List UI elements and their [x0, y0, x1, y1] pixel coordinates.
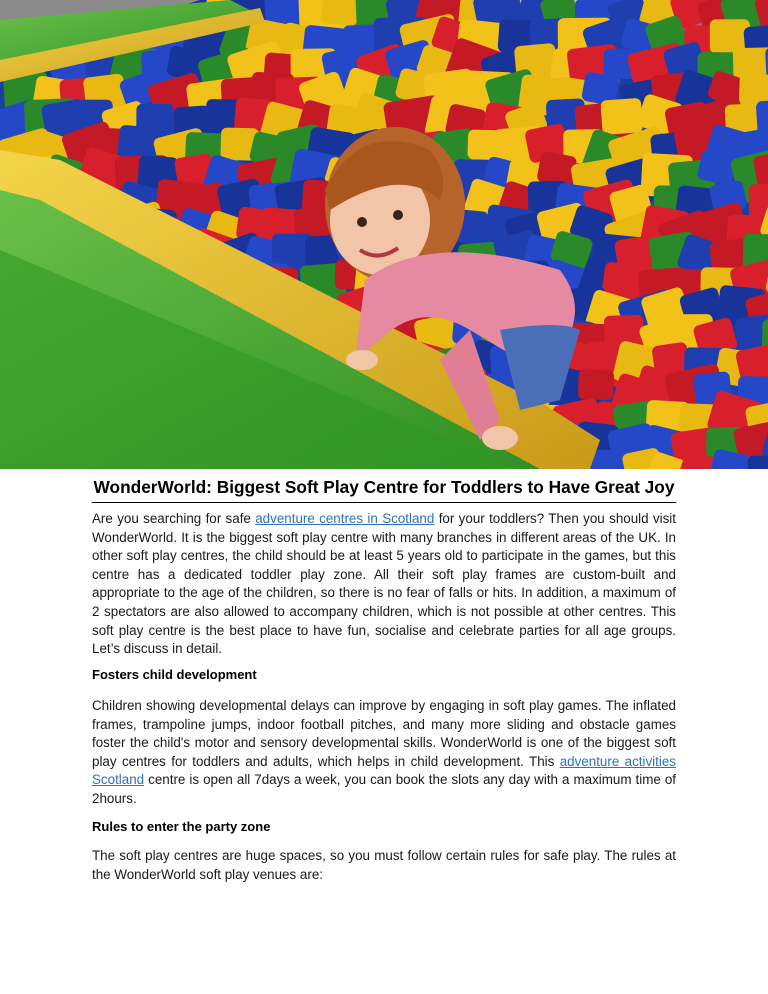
intro-paragraph — [92, 510, 676, 659]
section-heading-development: Fosters child development — [92, 667, 257, 682]
soft-play-photo-illustration — [0, 0, 768, 469]
development-text-end: centre is open all 7days a week, you can book the slots any day with a maximum time of 2hours. — [92, 772, 676, 806]
foam-cube — [578, 369, 614, 400]
hero-photo — [0, 0, 768, 469]
intro-text-start: Are you searching for safe — [92, 511, 256, 526]
development-paragraph — [92, 697, 676, 809]
section-heading-rules: Rules to enter the party zone — [92, 819, 271, 834]
development-text-start: Children showing developmental delays can improve by engaging in soft play games. The inflated frames, trampoline jumps, indoor football pitches, and many more sliding and obstacle games foster the child's motor and sensory developmental skills. WonderWorld is one of the biggest soft play centres for toddlers and adults, which helps in child development. This — [92, 698, 676, 769]
foam-cube — [600, 98, 643, 135]
foam-cube — [320, 0, 359, 26]
foam-cube — [747, 455, 768, 469]
adventure-activities-link[interactable]: adventure activities Scotland — [92, 753, 676, 788]
rules-paragraph: The soft play centres are huge spaces, so you must follow certain rules for safe play. The rules at the WonderWorld soft play venues are: — [92, 848, 676, 882]
intro-text-end: for your toddlers? Then you should visit WonderWorld. It is the biggest soft play centre with many branches in different areas of the UK. In other soft play centres, the child should be at least 5 years old to participate in the games, but this centre has a dedicated toddler play zone. All their soft play frames are custom-built and appropriate to the age of the children, so there is no fear of falls or hits. In addition, a maximum of 2 spectators are also allowed to accompany children, which is not possible at other centres. This soft play centre is the best place to have fun, socialise and celebrate parties for all age groups. Let’s discuss in detail. — [92, 511, 676, 657]
article-title: WonderWorld: Biggest Soft Play Centre for Toddlers to Have Great Joy — [92, 477, 676, 503]
adventure-centres-link[interactable]: adventure centres in Scotland — [255, 511, 435, 526]
